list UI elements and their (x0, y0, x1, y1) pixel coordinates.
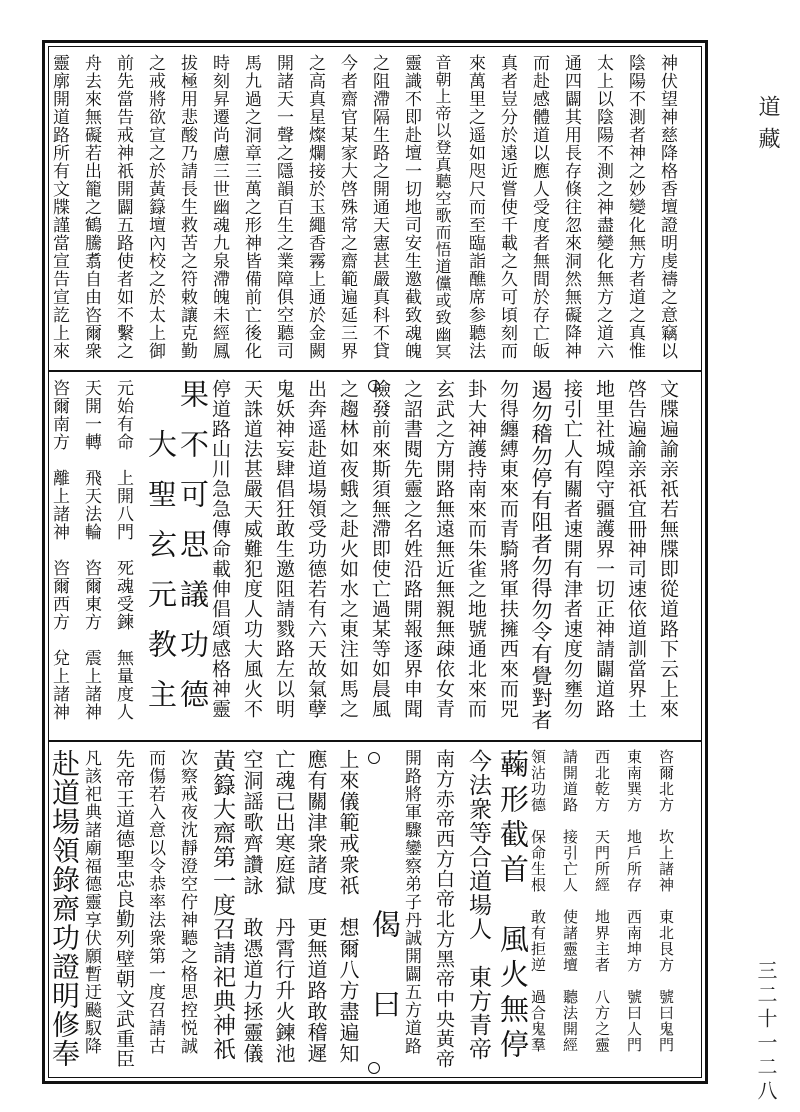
text-column: 之戒將欲宣之於黃籙壇內校之於太上御 (145, 54, 165, 360)
text-column: 玄武之方開路無遠無近無親無疎依女青 (433, 379, 455, 719)
text-column: 偈曰 (368, 749, 402, 1069)
text-column: 之詔書閱先靈之名姓沿路開報逐界申聞 (401, 379, 423, 719)
text-column: 先帝王道德聖忠良勤列壁朝文武重臣 (113, 749, 135, 1069)
text-column: 前先當告戒神祇開闢五路使者如不繫之 (113, 54, 133, 360)
text-column: 地里社城隍守疆護界一切正神請闢道路 (593, 379, 615, 719)
text-column: 陰陽不測者神之妙變化無方者道之真惟 (625, 54, 645, 360)
text-column: 次察戒夜沈靜澄空佇神聽之格思控悦誠 (177, 749, 197, 1055)
text-column: 檢發前來斯須無滯即使亡過某等如晨風 (369, 379, 391, 719)
section-marker-circle (368, 380, 380, 392)
text-column: 音朝上帝以登真聽空歌而悟道儻或致幽冥 (433, 54, 452, 360)
register-top (0, 50, 800, 368)
text-column: 通四闢其用長存倏往忽來洞然無礙降神 (561, 54, 581, 360)
text-column: 空洞謡歌齊讚詠 敢憑道力拯靈儀 (240, 749, 264, 1064)
text-column: 拔極用悲酸乃請長生救苦之符敕讓克勤 (177, 54, 197, 360)
text-column: 今者齋官某家大啓殊常之齋範遍延三界 (337, 54, 357, 360)
section-marker-circle (368, 752, 380, 764)
page-number: 三二十一二八 (754, 960, 778, 1104)
text-column: 亡魂已出寒庭獄 丹霄行升火鍊池 (272, 749, 296, 1064)
text-column: 而傷若入意以令恭率法衆第一度召請古 (145, 749, 165, 1055)
text-column: 西北乾方 天門所經 地界主者 八方之靈 (593, 749, 611, 1053)
text-column: 上來儀範戒衆祇 想爾八方盡遍知 (336, 749, 360, 1064)
text-column: 靈識不即赴壇一切地司安生邀截致魂魄 (401, 54, 421, 360)
text-column: 蘜形截首 風火無停 (496, 749, 530, 1064)
text-column: 之高真星燦爛接於玉繩香霧上通於金闕 (305, 54, 325, 360)
text-column: 勿得纏縛東來而青騎將軍扶擁西來而兕 (497, 379, 519, 719)
text-column: 時刻昇遷尚慮三世幽魂九泉滯魄未經鳳 (209, 54, 229, 360)
text-column: 神伏望神慈降格香壇證明虔禱之意竊以 (657, 54, 677, 360)
text-column: 今法衆等合道場人 東方青帝 (465, 749, 491, 1061)
text-column: 靈廓開道路所有文牒謹當宣告宣訖上來 (49, 54, 69, 360)
side-title: 道藏 (755, 95, 780, 159)
text-column: 開路將軍驟鑾察弟子丹誠開闢五方道路 (401, 749, 421, 1055)
text-column: 咨爾北方 坎上諸神 東北艮方 號曰鬼門 (657, 749, 675, 1053)
text-column: 卦大神護持南來而朱雀之地號通北來而 (465, 379, 487, 719)
text-column: 元始有命 上開八門 死魂受鍊 無量度人 (113, 379, 133, 721)
register-middle (0, 375, 800, 737)
text-column: 東南巽方 地戶所存 西南坤方 號曰人門 (625, 749, 643, 1053)
text-column: 之阻滯隔生路之開通天憲甚嚴真科不貸 (369, 54, 389, 360)
text-column: 遏勿稽勿停有阻者勿得勿令有覺對者 (529, 379, 553, 731)
register-divider-2 (48, 740, 702, 742)
text-column: 開諸天一聲之隱韻百生之業障俱空聽司 (273, 54, 293, 360)
text-column: 接引亡人有關者速開有津者速度勿壅勿 (561, 379, 583, 719)
text-column: 來萬里之遥如咫尺而至臨詣醮席参聽法 (465, 54, 485, 360)
text-column: 鬼妖神妄肆倡狂敢生邀阻請戮路左以明 (273, 379, 295, 719)
text-column: 赴道場領錄齋功證明修奉 (48, 749, 81, 1068)
text-column: 領沾功德 保命生根 敢有拒逆 過合鬼羣 (529, 749, 547, 1053)
text-column: 舟去來無礙若出籠之鶴騰翥自由咨爾衆 (81, 54, 101, 360)
text-column: 天誅道法甚嚴天威難犯度人功大風火不 (241, 379, 263, 719)
text-column: 天開一轉 飛天法輪 咨爾東方 震上諸神 (81, 379, 101, 721)
text-column: 而赴感體道以應人受度者無間於存亡皈 (529, 54, 549, 360)
text-column: 之趨林如夜蛾之赴火如水之東注如馬之 (337, 379, 359, 719)
text-column: 出奔遥赴道場領受功德若有六天故氣孽 (305, 379, 327, 719)
text-column: 咨爾南方 離上諸神 咨爾西方 兌上諸神 (49, 379, 69, 721)
text-column: 停道路山川急急傳命載伸倡頌感格神靈 (209, 379, 231, 719)
text-column: 凡該祀典諸廟福德靈享伏願暫迂飈馭降 (81, 749, 101, 1055)
text-column: 太上以陰陽不測之神盡變化無方之道六 (593, 54, 613, 360)
register-bottom (0, 745, 800, 1075)
text-column: 果不可思議功德 (176, 379, 210, 729)
text-column: 應有關津衆諸度 更無道路敢稽遲 (304, 749, 328, 1064)
text-column: 黃籙大齋第一度召請祀典神祇 (209, 749, 235, 1061)
section-marker-circle (368, 1062, 380, 1074)
text-column: 大聖玄元教主 (144, 379, 178, 729)
text-column: 真者豈分於遠近嘗使千載之久可頃刻而 (497, 54, 517, 360)
text-column: 馬九過之洞章三萬之形神皆備前亡後化 (241, 54, 261, 360)
text-column: 啓告遍諭亲祇宜冊神司速依道訓當界土 (625, 379, 647, 719)
text-column: 請開道路 接引亡人 使諸靈壇 聽法開經 (561, 749, 579, 1053)
text-column: 文牒遍諭亲祇若無牒即從道路下云上來 (657, 379, 679, 719)
text-column: 南方赤帝西方白帝北方黑帝中央黃帝 (433, 749, 455, 1069)
register-divider-1 (48, 370, 702, 372)
